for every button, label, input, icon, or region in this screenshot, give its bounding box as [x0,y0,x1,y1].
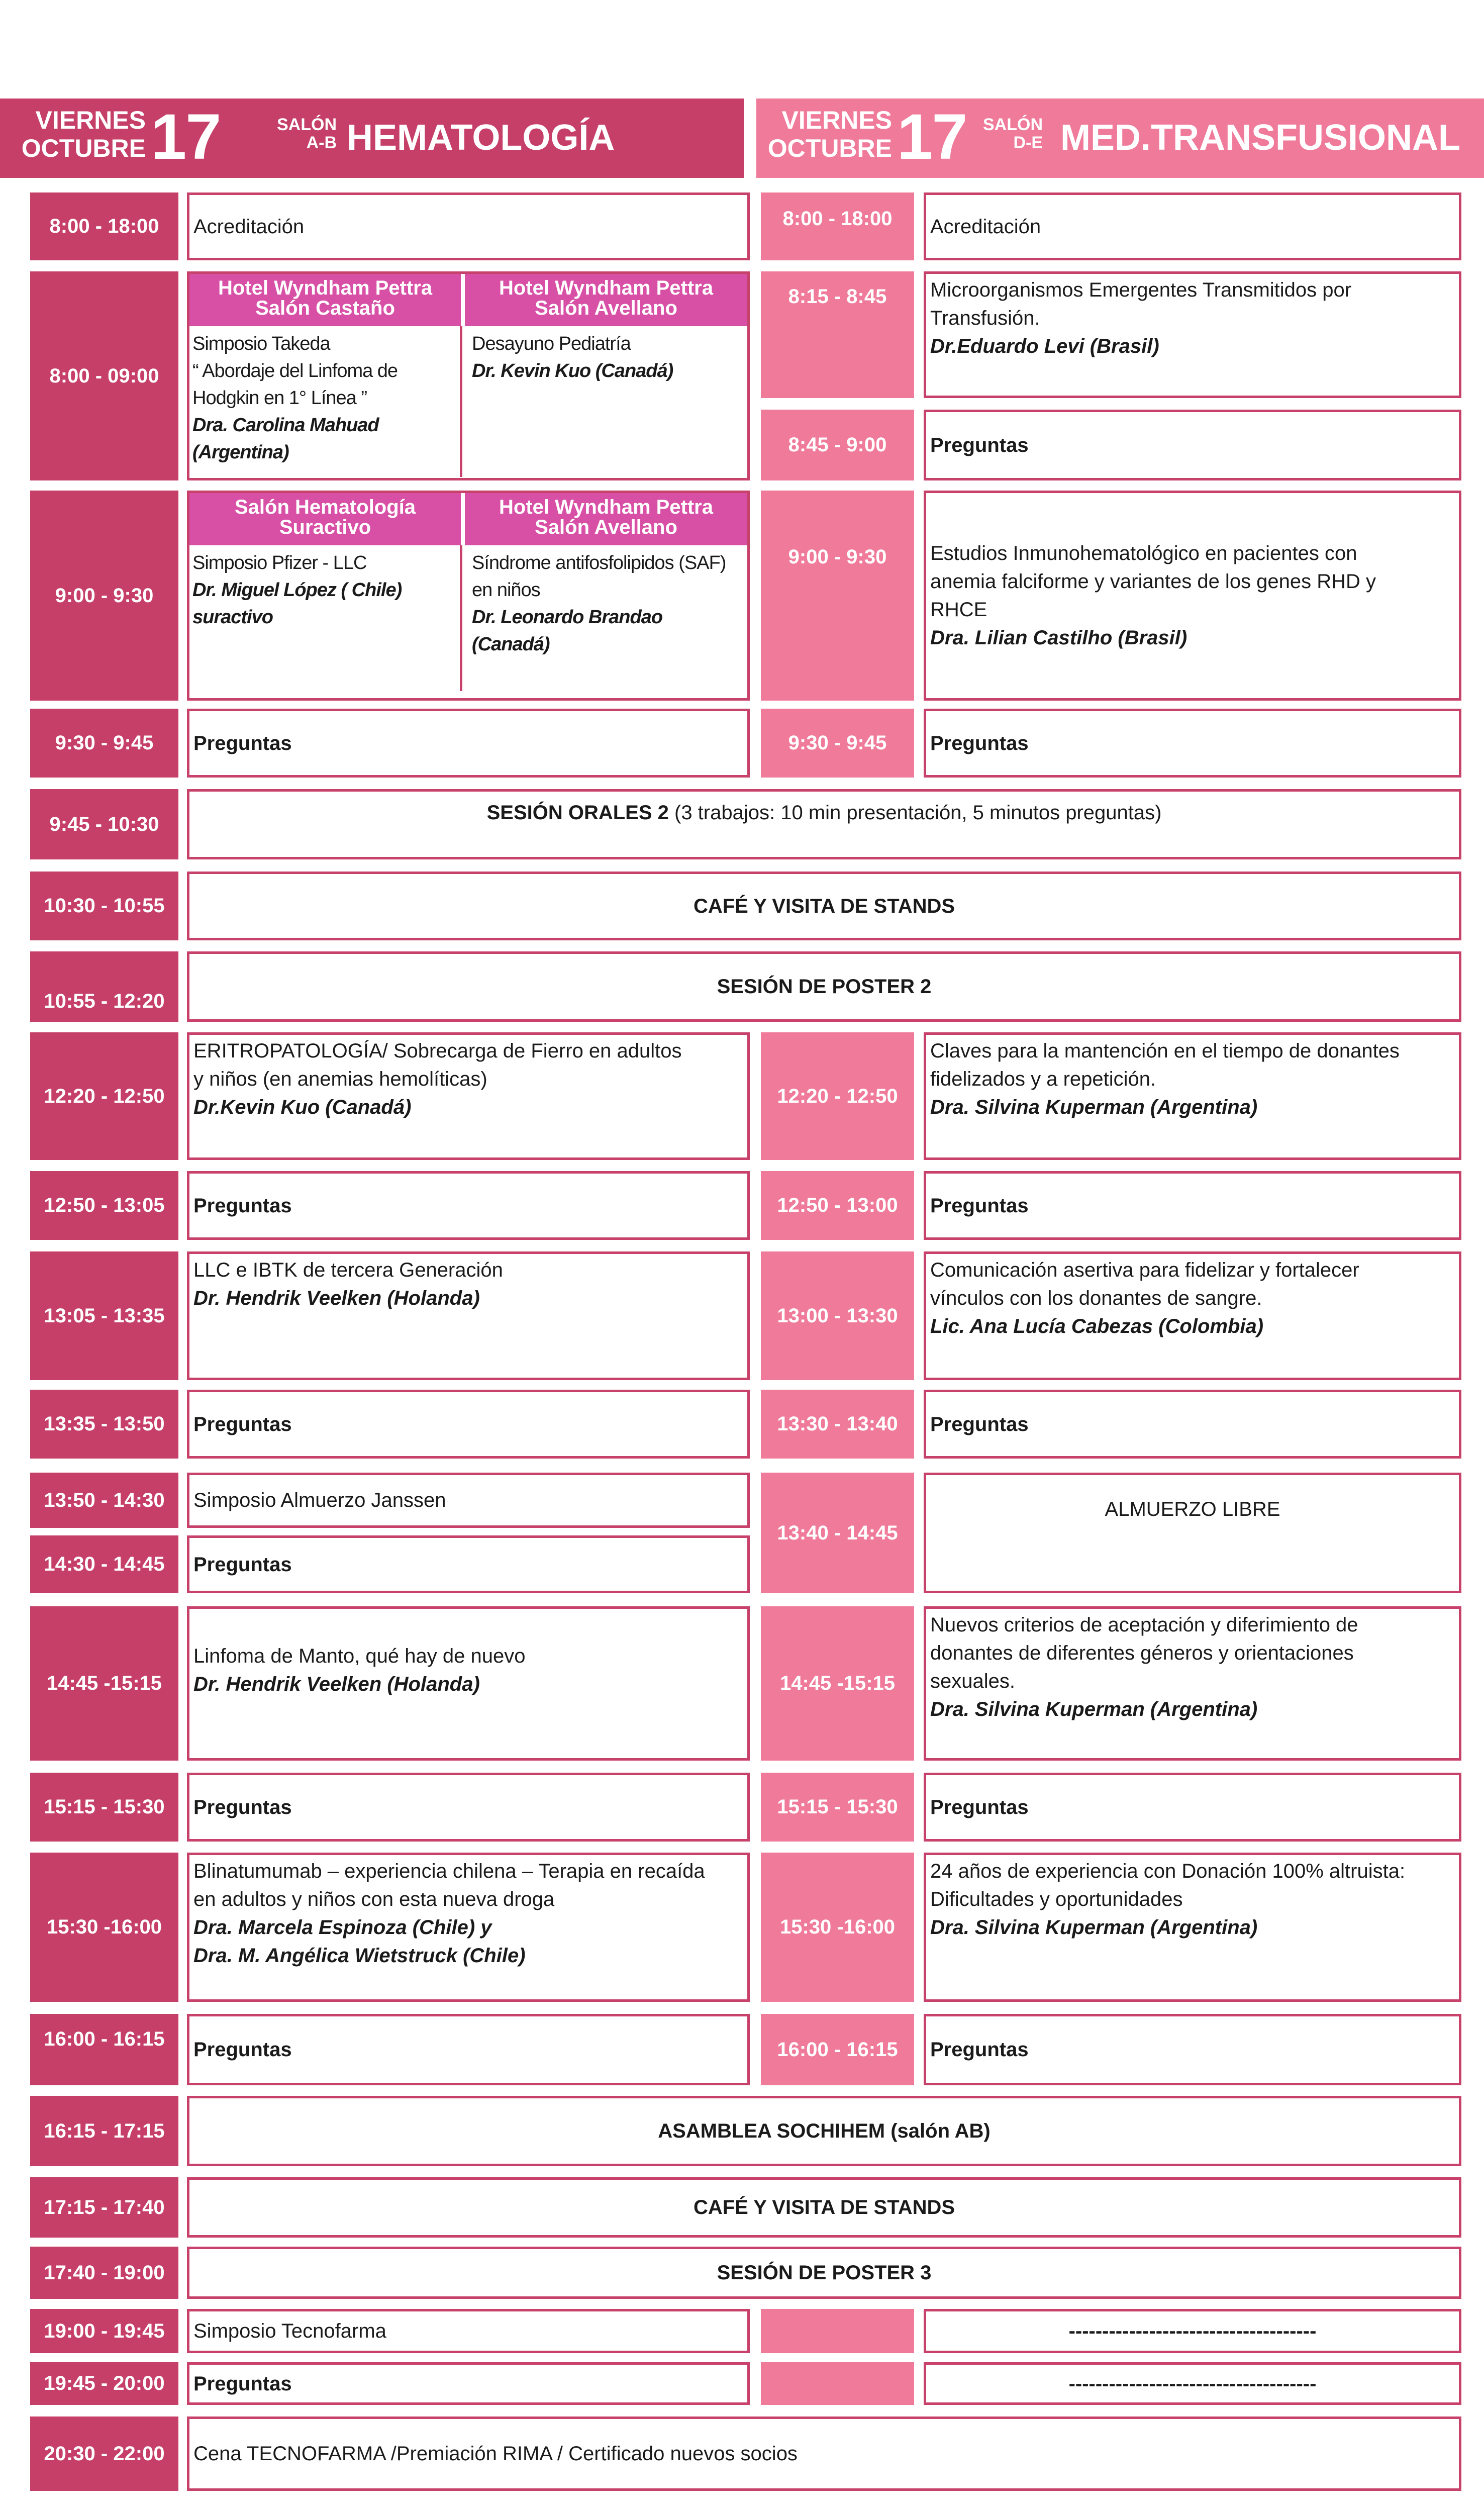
questions-label: Preguntas [193,2039,292,2061]
plenary-label: SESIÓN DE POSTER 2 [717,976,932,998]
session-title: Simposio Tecnofarma [193,2320,386,2342]
time-cell: 15:15 - 15:30 [761,1773,914,1842]
questions-cell [924,1773,1461,1842]
sub-line: Hodgkin en 1° Línea ” [192,388,367,409]
time-cell-empty [761,2309,914,2353]
time-cell: 16:15 - 17:15 [30,2096,178,2166]
session-title: Simposio Almuerzo Janssen [193,1489,446,1511]
time-cell: 10:55 - 12:20 [30,951,178,1022]
session-title: vínculos con los donantes de sangre. [930,1287,1262,1309]
questions-cell [187,1171,750,1240]
time-cell: 8:00 - 18:00 [761,192,914,260]
session-cell [187,1473,750,1528]
session-cell [924,271,1461,398]
time-cell: 12:50 - 13:05 [30,1171,178,1240]
speaker: suractivo [192,607,273,628]
header-month: OCTUBRE [767,134,892,162]
time-cell: 17:15 - 17:40 [30,2177,178,2238]
time-cell: 13:05 - 13:35 [30,1251,178,1380]
session-cell [924,2309,1461,2353]
session-cell [187,2417,1461,2491]
sub-session-b [469,549,745,658]
time-cell: 9:45 - 10:30 [30,789,178,859]
header-month: OCTUBRE [21,134,146,162]
sub-line: Simposio Takeda [192,333,330,354]
questions-cell [924,410,1461,480]
sub-header-line: Salón Avellano [535,516,677,538]
speaker: Dr.Eduardo Levi (Brasil) [930,335,1159,357]
time-cell: 8:00 - 18:00 [30,192,178,260]
session-cell [187,1032,750,1160]
session-title: Claves para la mantención en el tiempo de donantes [930,1040,1400,1062]
parallel-session-cell [187,491,750,701]
session-title: Microorganismos Emergentes Transmitidos por [930,279,1352,301]
questions-cell [187,1535,750,1593]
header-salon-code: D-E [1013,133,1043,152]
sub-session-a [189,330,460,466]
time-cell: 15:30 -16:00 [30,1853,178,2002]
divider [460,545,462,691]
questions-label: Preguntas [193,732,292,754]
questions-cell [187,2362,750,2405]
placeholder-dashes: ------------------------------------- [1068,2372,1317,2395]
sub-header-line: Hotel Wyndham Pettra [499,277,713,299]
questions-label: Preguntas [930,1413,1029,1435]
sub-line: en niños [472,579,540,601]
session-title: Cena TECNOFARMA /Premiación RIMA / Certificado nuevos socios [193,2443,798,2465]
questions-label: Preguntas [930,732,1029,754]
plenary-label: CAFÉ Y VISITA DE STANDS [693,895,955,917]
time-cell: 12:20 - 12:50 [761,1032,914,1160]
sub-header-line: Suractivo [279,516,371,538]
plenary-label: SESIÓN DE POSTER 3 [717,2262,932,2284]
plenary-cell [187,2096,1461,2166]
session-cell [187,1606,750,1761]
session-title: Transfusión. [930,307,1040,329]
questions-cell [924,1171,1461,1240]
header-salon-code: A-B [306,133,337,152]
time-cell: 14:45 -15:15 [761,1606,914,1761]
session-title: LLC e IBTK de tercera Generación [193,1259,503,1281]
time-cell: 19:00 - 19:45 [30,2309,178,2353]
speaker: (Argentina) [192,442,289,463]
questions-cell [924,709,1461,778]
session-cell [924,1251,1461,1380]
speaker: Dr. Leonardo Brandao (Canadá) [472,607,663,655]
sub-line: Síndrome antifosfolipidos (SAF) [472,552,726,573]
sub-header [465,493,747,545]
header-salon: SALÓN [983,115,1043,134]
questions-cell [187,709,750,778]
time-cell: 8:45 - 9:00 [761,410,914,480]
session-title: Acreditación [193,215,305,238]
header-med-transfusional [756,99,1484,178]
sub-session-b [469,330,745,384]
session-title: Nuevos criterios de aceptación y diferimiento de [930,1614,1358,1636]
header-hematologia [0,99,744,178]
time-cell: 9:00 - 9:30 [761,491,914,701]
header-weekday: VIERNES [35,106,146,134]
session-title: Estudios Inmunohematológico en pacientes con [930,542,1357,564]
sub-header [189,274,461,326]
placeholder-dashes: ------------------------------------- [1068,2320,1317,2342]
session-cell [924,1853,1461,2002]
plenary-cell [187,2177,1461,2238]
time-cell: 14:30 - 14:45 [30,1535,178,1593]
questions-label: Preguntas [193,1553,292,1576]
time-cell: 8:15 - 8:45 [761,271,914,398]
questions-label: Preguntas [193,2372,292,2395]
questions-label: Preguntas [930,434,1029,456]
session-detail: (3 trabajos: 10 min presentación, 5 minutos preguntas) [668,802,1162,824]
session-title: en adultos y niños con esta nueva droga [193,1888,555,1910]
questions-label: Preguntas [193,1413,292,1435]
time-cell: 20:30 - 22:00 [30,2417,178,2491]
speaker: Dra. M. Angélica Wietstruck (Chile) [193,1945,526,1967]
time-cell: 13:35 - 13:50 [30,1390,178,1459]
time-cell: 19:45 - 20:00 [30,2362,178,2405]
speaker: Dr.Kevin Kuo (Canadá) [193,1096,412,1118]
session-cell [924,2362,1461,2405]
sub-header-line: Hotel Wyndham Pettra [218,277,432,299]
sub-line: Desayuno Pediatría [472,333,631,354]
sub-header-line: Salón Castaño [255,297,395,319]
speaker: Dr. Kevin Kuo (Canadá) [472,360,673,381]
plenary-cell [187,872,1461,940]
time-cell: 16:00 - 16:15 [761,2014,914,2085]
session-cell [187,1251,750,1380]
speaker: Dra. Silvina Kuperman (Argentina) [930,1916,1258,1939]
session-title: Blinatumumab – experiencia chilena – Terapia en recaída [193,1860,705,1882]
header-title: MED.TRANSFUSIONAL [1060,118,1460,158]
plenary-cell [187,789,1461,859]
session-title: ERITROPATOLOGÍA/ Sobrecarga de Fierro en adultos [193,1040,682,1062]
time-cell: 15:30 -16:00 [761,1853,914,2002]
header-day: 17 [151,101,221,173]
speaker: Dr. Hendrik Veelken (Holanda) [193,1287,480,1309]
sub-header-line: Hotel Wyndham Pettra [499,496,713,518]
time-cell: 8:00 - 09:00 [30,271,178,480]
session-title: ALMUERZO LIBRE [1105,1498,1280,1520]
sub-header [189,493,461,545]
session-cell [924,192,1461,260]
time-cell: 12:50 - 13:00 [761,1171,914,1240]
session-cell [187,192,750,260]
questions-cell [187,1390,750,1459]
time-cell: 12:20 - 12:50 [30,1032,178,1160]
time-cell: 13:30 - 13:40 [761,1390,914,1459]
session-cell [924,491,1461,701]
divider [460,326,462,477]
header-title: HEMATOLOGÍA [347,118,615,158]
time-cell: 13:00 - 13:30 [761,1251,914,1380]
plenary-label: ASAMBLEA SOCHIHEM (salón AB) [658,2120,991,2142]
questions-cell [187,1773,750,1842]
speaker: Dra. Silvina Kuperman (Argentina) [930,1096,1258,1118]
speaker: Dr. Miguel López ( Chile) [192,579,402,601]
header-day: 17 [897,101,967,173]
session-cell [924,1606,1461,1761]
time-cell: 9:00 - 9:30 [30,491,178,701]
sub-header-line: Salón Hematología [234,496,416,518]
time-cell: 17:40 - 19:00 [30,2247,178,2299]
questions-label: Preguntas [193,1796,292,1818]
sub-line: “ Abordaje del Linfoma de [192,360,398,381]
questions-label: Preguntas [930,1194,1029,1217]
time-cell: 15:15 - 15:30 [30,1773,178,1842]
plenary-cell [187,2247,1461,2299]
time-cell: 10:30 - 10:55 [30,872,178,940]
questions-label: Preguntas [930,1796,1029,1818]
time-cell-empty [761,2362,914,2405]
session-cell [924,1473,1461,1593]
header-weekday: VIERNES [781,106,892,134]
session-title: 24 años de experiencia con Donación 100% altruista: [930,1860,1406,1882]
session-cell [187,2309,750,2353]
sub-header-line: Salón Avellano [535,297,677,319]
header-salon: SALÓN [277,115,337,134]
speaker: Dra. Silvina Kuperman (Argentina) [930,1698,1258,1720]
time-cell: 13:40 - 14:45 [761,1473,914,1593]
speaker: Dra. Carolina Mahuad [192,415,379,436]
session-title: fidelizados y a repetición. [930,1068,1156,1090]
questions-cell [924,2014,1461,2085]
session-title: Linfoma de Manto, qué hay de nuevo [193,1645,526,1667]
questions-label: Preguntas [193,1194,292,1217]
session-title: sexuales. [930,1670,1015,1692]
session-cell [924,1032,1461,1160]
session-title: donantes de diferentes géneros y orientaciones [930,1642,1354,1664]
time-cell: 14:45 -15:15 [30,1606,178,1761]
session-title: Acreditación [930,215,1041,238]
speaker: Dra. Lilian Castilho (Brasil) [930,627,1188,649]
time-cell: 9:30 - 9:45 [761,709,914,778]
time-cell: 9:30 - 9:45 [30,709,178,778]
sub-line: Simposio Pfizer - LLC [192,552,367,573]
session-title: Comunicación asertiva para fidelizar y fortalecer [930,1259,1359,1281]
session-bold: SESIÓN ORALES 2 [486,802,669,824]
session-title: RHCE [930,599,987,621]
questions-label: Preguntas [930,2039,1029,2061]
parallel-session-cell [187,271,750,480]
speaker: Dra. Marcela Espinoza (Chile) y [193,1916,492,1939]
speaker: Dr. Hendrik Veelken (Holanda) [193,1673,480,1695]
session-title: y niños (en anemias hemolíticas) [193,1068,487,1090]
sub-header [465,274,747,326]
questions-cell [924,1390,1461,1459]
time-cell: 13:50 - 14:30 [30,1473,178,1528]
plenary-cell [187,951,1461,1022]
plenary-label: CAFÉ Y VISITA DE STANDS [693,2196,955,2218]
questions-cell [187,2014,750,2085]
speaker: Lic. Ana Lucía Cabezas (Colombia) [930,1315,1264,1337]
session-title: Dificultades y oportunidades [930,1888,1183,1910]
session-title: anemia falciforme y variantes de los genes RHD y [930,570,1376,593]
time-cell: 16:00 - 16:15 [30,2014,178,2085]
session-cell [187,1853,750,2002]
sub-session-a [189,549,460,631]
